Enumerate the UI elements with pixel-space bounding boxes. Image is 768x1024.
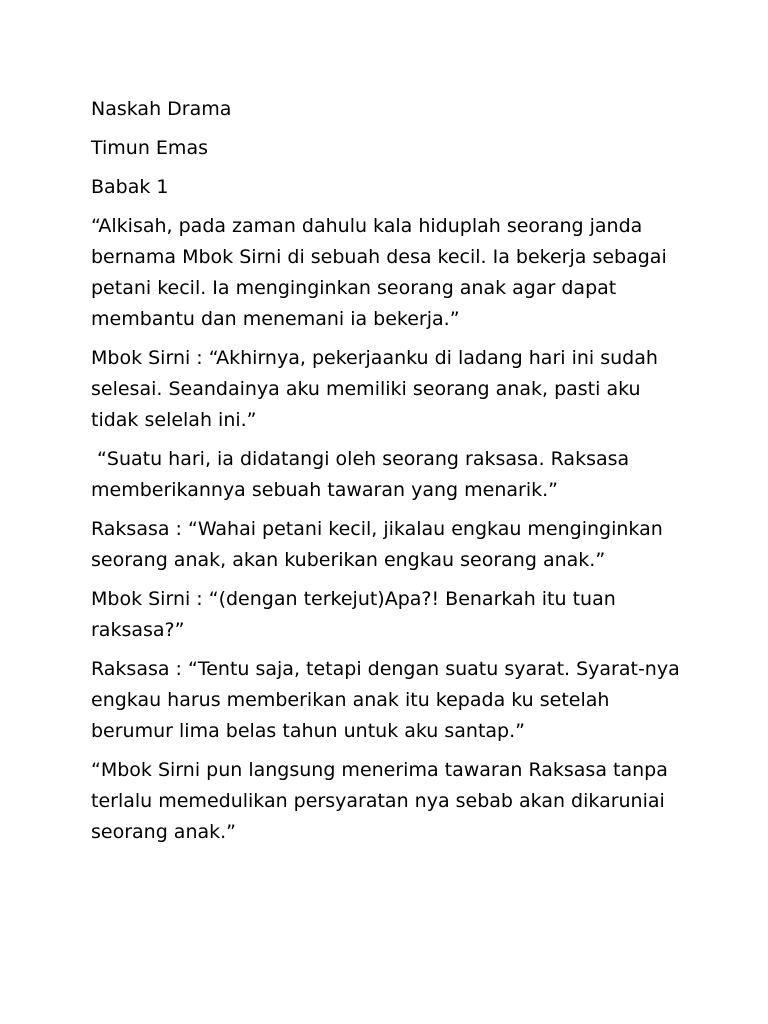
dialogue-paragraph: Raksasa : “Wahai petani kecil, jikalau engkau menginginkan seorang anak, akan kuberikan engkau seorang anak.”: [91, 518, 669, 571]
document-page: [91, 94, 691, 856]
doc-title: Naskah Drama: [91, 98, 232, 120]
narration-paragraph: “Alkisah, pada zaman dahulu kala hiduplah seorang janda bernama Mbok Sirni di sebuah desa kecil. Ia bekerja sebagai petani kecil. Ia menginginkan seorang anak agar dapat membantu dan menemani ia bekerja.”: [91, 215, 673, 330]
dialogue-paragraph: Raksasa : “Tentu saja, tetapi dengan suatu syarat. Syarat-nya engkau harus memberikan anak itu kepada ku setelah berumur lima belas tahun untuk aku santap.”: [91, 658, 686, 742]
story-title: Timun Emas: [91, 137, 208, 159]
narration-paragraph: “Mbok Sirni pun langsung menerima tawaran Raksasa tanpa terlalu memedulikan persyaratan nya sebab akan dikaruniai seorang anak.”: [91, 759, 674, 843]
narration-paragraph: “Suatu hari, ia didatangi oleh seorang raksasa. Raksasa memberikannya sebuah tawaran yang menarik.”: [91, 448, 636, 501]
dialogue-paragraph: Mbok Sirni : “(dengan terkejut)Apa?! Benarkah itu tuan raksasa?”: [91, 588, 622, 641]
dialogue-paragraph: Mbok Sirni : “Akhirnya, pekerjaanku di ladang hari ini sudah selesai. Seandainya aku memiliki seorang anak, pasti aku tidak selelah ini.”: [91, 347, 664, 431]
act-heading: Babak 1: [91, 176, 169, 198]
